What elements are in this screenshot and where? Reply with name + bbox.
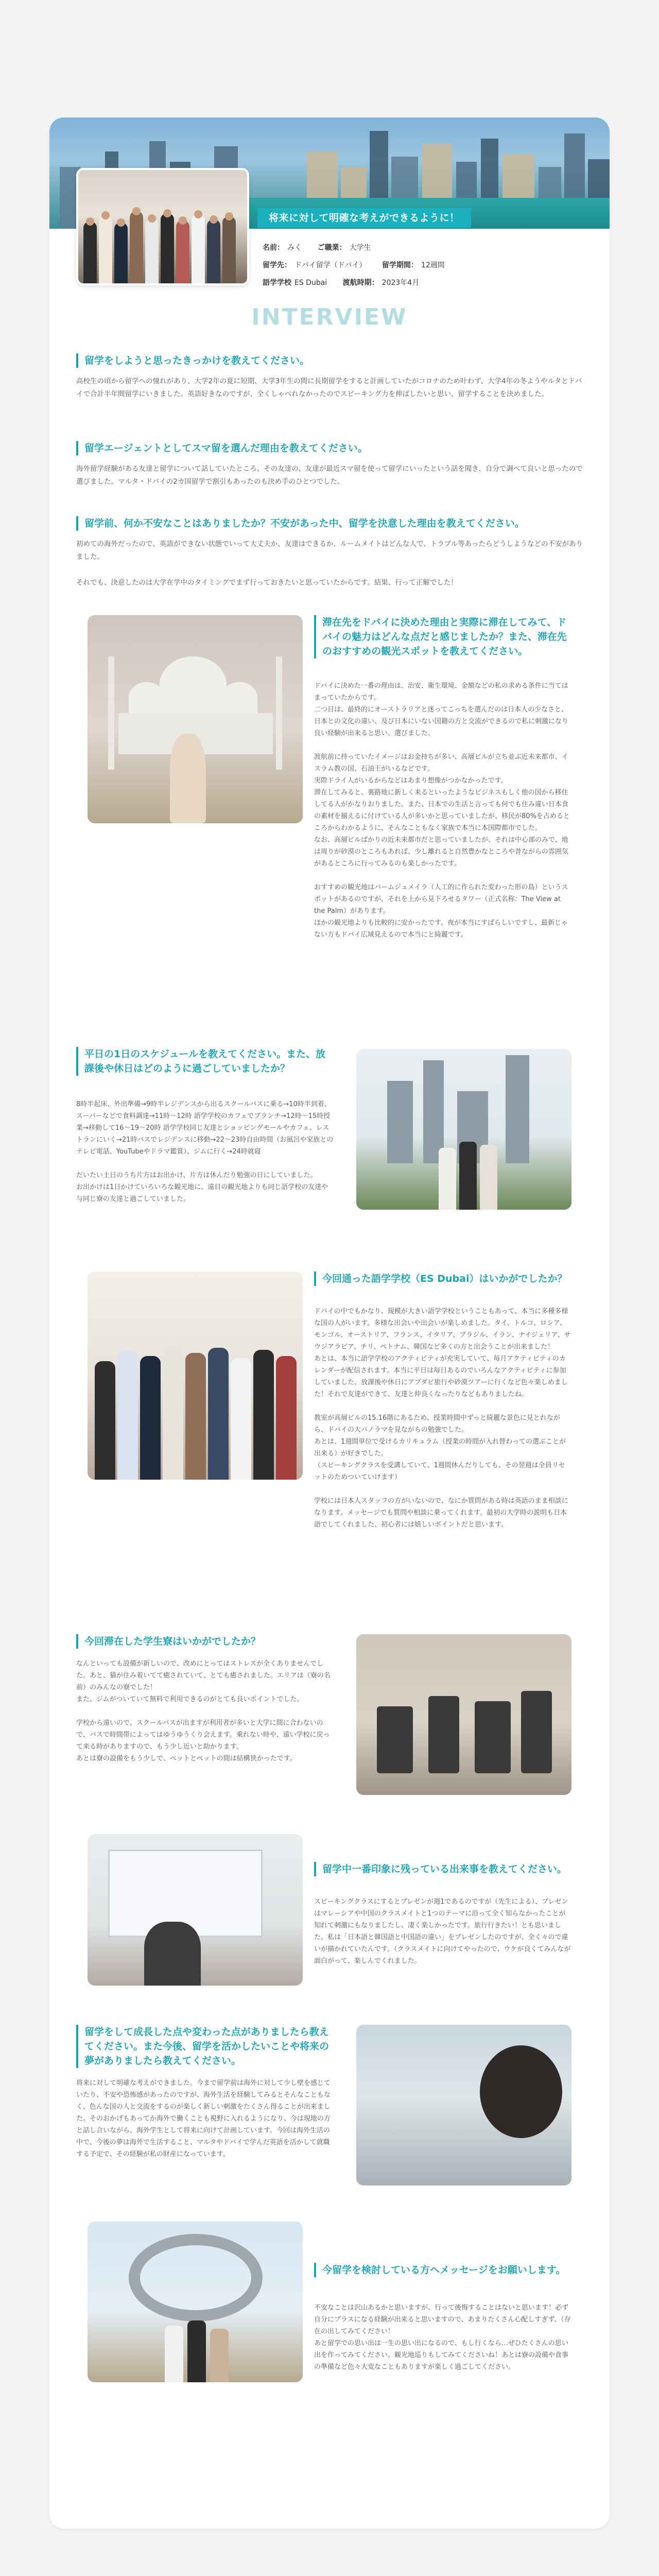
profile-start-label: 渡航時期： [342, 279, 379, 287]
profile-period-value: 12週間 [421, 261, 445, 269]
answer-5: 8時半起床、外出準備→9時半レジデンスから出るスクールバスに乗る→10時半到着、スーパーなどで食料調達→11時〜12時 語学学校のカフェでブランチ→12時〜15時授業→移動して16〜19〜20時 語学学校同じ友達とショッピングモールやカフェ、レストランにいく→21時バスでレジデンスに移動→22〜23時自由時間（お風呂や家族とのテレビ電話、YouTubeやドラマ鑑賞）、ジムに行く→24時就寝 だいたい土日のうち片方はお出かけ、片方は休んだり勉強の日にしていました。 お出かけは1日かけていろいろな観光地に、遠目の観光地よりも同じ語学校の友達や与同じ寮の友達と過ごしていました。 [76, 1100, 334, 1203]
question-10: 今留学を検討している方へメッセージをお願いします。 [314, 2263, 571, 2277]
photo-city-friends [356, 1049, 571, 1210]
profile-period-label: 留学期間： [381, 261, 418, 269]
question-4: 滞在先をドバイに決めた理由と実際に滞在してみて、ドバイの魅力はどんな点だと感じましたか？また、滞在先のおすすめの観光スポットを教えてください。 [314, 615, 571, 658]
hero-group-photo [76, 168, 249, 285]
profile-job-value: 大学生 [349, 244, 371, 252]
article-page [49, 117, 610, 2529]
answer-6: ドバイの中でもかなり、規模が大きい語学学校ということもあって、本当に多種多様な国の人がいます。多様な出会いや出会いが楽しめました。タイ、トルコ、ロシア、モンゴル、オーストリア、フランス、イタリア、ブラジル、イラン、ナイジェリア、サウジアラビア、チリ、ベトナム、韓国など多くの方と出会うことが出来ました！ あとは、本当に語学学校のアクティビティが充実していて、毎月アクティビティのカレンダーが配信されます。本当に平日は毎日あるのでいろんなアクティビティに参加していました。放課後や休日にアブダビ旅行や砂漠ツアーに行くなど色々楽しめました！それで友達ができて、友達と仲良くなったりなどもありましたね。 教室が高層ビルの15.16階にあるため、授業時間中ずっと綺麗な景色に見とれながら、ドバイの大パノラマを見ながらの勉強でした。 あとは、1週間単位で受けるカリキュラム（授業の時間が入れ替わっての選ぶことが出来る）が好きでした。 （スピーキングクラスを受講していて、1週間休んだりしても、その翌週は全員リセットのためついていけます） 学校には日本人スタッフの方がいないので、なにか質問がある時は英語のまま相談になります。メッセージでも質問や相談に乗ってくれます。最初の大学時の説明も日本語でしてくれました、初心者には嬉しいポイントだと思います。 [314, 1308, 571, 1529]
answer-1: 高校生の頃から留学への憧れがあり、大学2年の夏に短期、大学3年生の間に長期留学をすると計画していたがコロナのため叶わず、大学4年の冬ようやルタとドバイで合計半年間留学にいきました。英語好きなのですが、全くしゃべれなかったのでスピーキング力を伸ばしたいと思い、留学することを決めました。 [76, 377, 582, 398]
profile-info [263, 239, 458, 292]
profile-study-label: 留学先： [263, 261, 291, 269]
question-8: 留学中一番印象に残っている出来事を教えてください。 [314, 1862, 571, 1876]
question-9: 留学をして成長した点や変わった点がありましたら教えてください。また今後、留学を活かしたいことや将来の夢がありましたら教えてください。 [76, 2025, 334, 2068]
answer-7: なんといっても設備が新しいので、改めにとってはストレスが全くありませんでした。あと、猫が住み着いてて癒されていて、とても癒されました。エリアは（寮の名前）のみんなの寮でした！ また、ジムがついていて無料で利用できるのがとても良いポイントでした。 学校から遠いので、スクールバスが出ますが利用者が多いと大学に間に合わないので、バスで時間帯によってはゆうゆうくり会えます。乗れない時や、遠い学校に戻って来る時がありますので、もう少し近いと助かります。 あとは寮の設備をもう少しで、ペットとペットの間は結構狭かったです。 [76, 1660, 331, 1762]
answer-3: 初めての海外だったので、英語ができない状態でいって大丈夫か、友達はできるか、ルームメイトはどんな人で、トラブル等あったらどうしようなどの不安がありました。 それでも、決意したのは大学在学中のタイミングでまず行っておきたいと思っていたからです。結果、行って正解でした！ [76, 540, 583, 587]
photo-classroom [88, 1834, 303, 1986]
answer-9: 将来に対して明確な考えができました。今まで留学前は海外に対して少し壁を感じていたり、不安や恐怖感があったのですが、海外生活を経験してみるとそんなこともなく、色んな国の人と交流をするのが楽しく新しい刺激をたくさん得ることが出来ました。そのおかげもあってか海外で働くことも視野に入れるようになり、今は現地の方と話し合いながら、海外学生として将来に向けて計画しています。今回は海外生活の中で、今後の夢は海外で生活すること、マルタやドバイで学んだ英語を活かして就職する予定で、その経験が私の財産になっています。 [76, 2079, 331, 2158]
answer-10: 不安なことは沢山あるかと思いますが、行って後悔することはないと思います！必ず自分にプラスになる経験が出来ると思いますので、あまりたくさん心配しすぎず、（存在の出してみてください！ あと留学での思い出は一生の思い出になるので、もし行くなら…ぜひたくさんの思い出を作ってみてください。観光地巡りもしてみてくださいね！あとは寮の設備や食事の準備など色々大変なこともありますが楽しく過ごしてください。 [314, 2304, 571, 2371]
question-1: 留学をしようと思ったきっかけを教えてください。 [76, 353, 581, 368]
question-6: 今回通った語学学校（ES Dubai）はいかがでしたか？ [314, 1272, 571, 1286]
answer-4: ドバイに決めた一番の理由は、治安、衛生環境、金額などの私の求める条件に当てはまっていたからです。 二つ目は、最終的にオーストラリアと迷ってこっちを選んだのは日本人の少なさと、日本との文化の違い、及び日本にいない国籍の方と交流ができるので私に刺激になり良い経験が出来ると思い、選びました。 渡航前に持っていたイメージはお金持ちが多い、高層ビルが立ち並ぶ近未来都市、イスラム教の国、石油王がいるなどです。 実際ドライ人がいるからなどはあまり想像がつかなかったです。 滞在してみると、裏路地に新しく来るといったようなビジネスもしく他の国から移住してる人がかなりおりました。また、日本での生活と言っても何でも住み違い日本食の素材を揃えるに付けている人が多いかと思っていましたが、移民が80%を占めるところからわかるように、そんなこともなく家族で本当に本国際都市でした。 なお、高層ビルばかりの近未来都市だと思っていましたが、それは中心部のみで、地は周りが砂漠のところもあれば、少し離れると自然豊かなところや昔ながらの雰囲気があるところに行ってみるのも楽しかったです。 おすすめの観光地はパームジュメイラ（人工的に作られた変わった形の島）というスポットがあるのですが、それを上から見下ろせるタワー（正式名称：The View at the Palm）があります。 ほかの観光地よりも比較的に安かったです。夜が本当にすばらしいですし、最新じゃない方もドバイ広域見えるので本当にと綺麗です。 [314, 682, 570, 939]
profile-school-value: ES Dubai [294, 279, 327, 287]
profile-study-value: ドバイ留学（ドバイ） [294, 261, 367, 269]
profile-start-value: 2023年4月 [381, 279, 420, 287]
photo-mosque [88, 615, 303, 823]
hero-headline: 将来に対して明確な考えができるように！ [257, 208, 471, 228]
question-2: 留学エージェントとしてスマ留を選んだ理由を教えてください。 [76, 441, 581, 455]
profile-name-value: みく [287, 244, 302, 252]
question-3: 留学前、何か不安なことはありましたか？不安があった中、留学を決意した理由を教えてください。 [76, 516, 581, 531]
profile-school-label: 語学学校 [263, 279, 291, 287]
answer-2: 海外留学経験がある友達と留学について話していたところ、その友達の、友達が最近スマ留を使って留学にいったという話を聞き、自分で調べて良いと思ったので選びました。マルタ・ドバイの2カ国留学で割引もあったのも決め手のひとつでした。 [76, 465, 583, 486]
answer-8: スピーキングクラスにするとプレゼンが週1であるのですが（先生による）、プレゼンはマレーシアや中国のクラスメイトと1つのテーマに沿って全く知らなかったことが知れて刺激にもなりましたし、凄く楽しかったです。旅行行きたい！とも思いました。私は「日本語と韓国語と中国語の違い」をプレゼンしたのですが、全く々ので違いが描かれていたんです。（クラスメイトに向けてやったので、ウケが良くてみんなが面白がって、楽しんでくれました。 [314, 1898, 571, 1965]
question-5: 平日の1日のスケジュールを教えてください。また、放課後や休日はどのように過ごしていましたか？ [76, 1047, 334, 1076]
question-7: 今回滞在した学生寮はいかがでしたか？ [76, 1634, 334, 1649]
photo-view [356, 2025, 571, 2185]
photo-gym [356, 1634, 571, 1795]
photo-museum [88, 2222, 303, 2382]
profile-name-label: 名前： [263, 244, 284, 252]
photo-school-group [88, 1272, 303, 1480]
profile-job-label: ご職業： [317, 244, 346, 252]
interview-heading: INTERVIEW [251, 304, 408, 330]
